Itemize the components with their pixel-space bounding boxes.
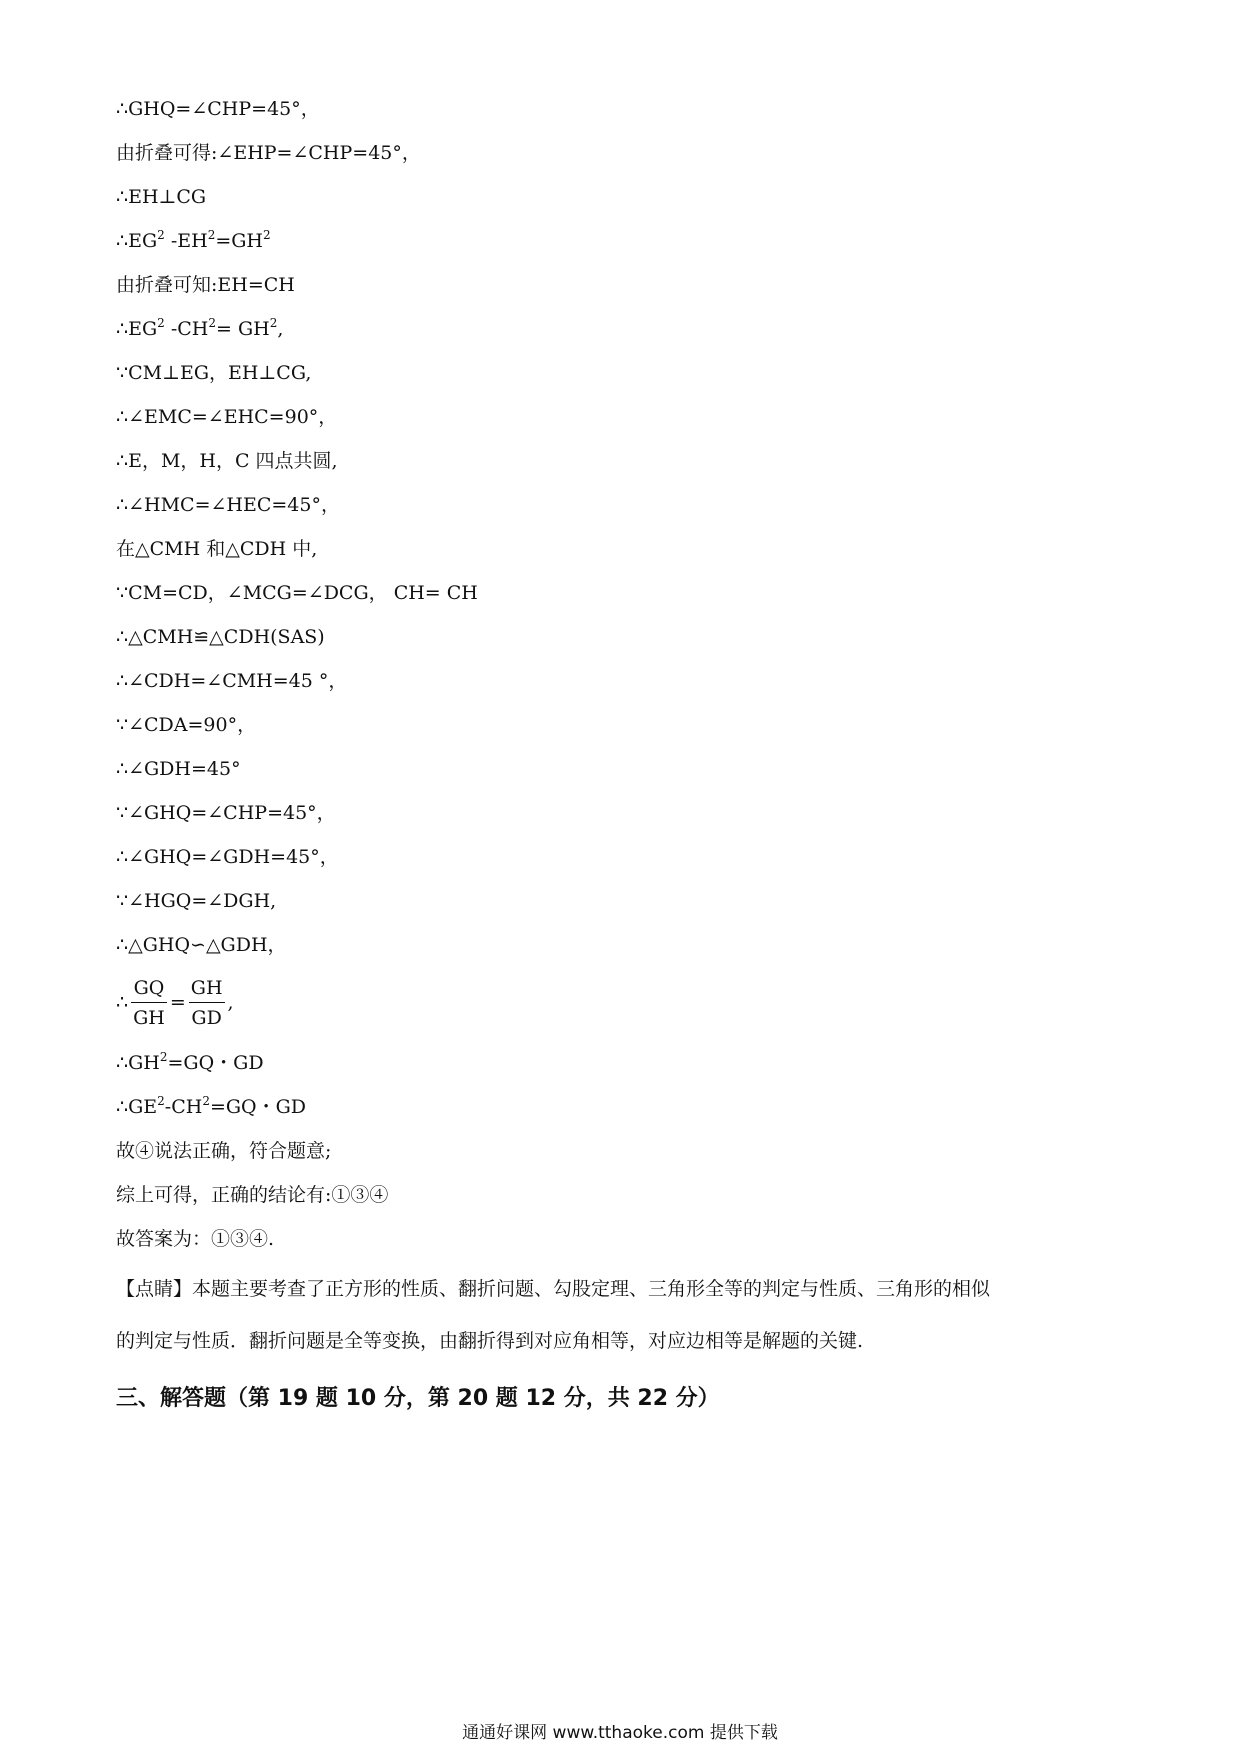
proof-line-23: $\therefore GE^2-CH^2=GQ$・GD <box>116 1094 307 1118</box>
proof-line-3: ∴EH⊥CG <box>116 186 207 208</box>
proof-line-24: 故④说法正确，符合题意; <box>116 1140 332 1162</box>
fraction-gq-gh: $\frac{GQ}{GH}$ <box>131 974 167 1033</box>
footer-watermark[interactable]: 通通好课网 www.tthaoke.com 提供下载 <box>462 1723 778 1743</box>
proof-line-14: ∴∠CDH=∠CMH=45 °， <box>116 670 348 692</box>
proof-line-13: ∴△CMH≌△CDH(SAS) <box>116 626 325 648</box>
fraction-gh-gd: $\frac{GH}{GD}$ <box>189 974 225 1033</box>
proof-line-6: $\therefore EG^2$ $-CH^2= GH^2$, <box>116 316 284 340</box>
comment-line-1: 【点睛】本题主要考查了正方形的性质、翻折问题、勾股定理、三角形全等的判定与性质、三角形的相似 <box>116 1278 991 1300</box>
proof-line-7: ∵CM⊥EG，EH⊥CG, <box>116 362 312 384</box>
comment-line-2: 的判定与性质．翻折问题是全等变换，由翻折得到对应角相等，对应边相等是解题的关键. <box>116 1330 864 1352</box>
proof-line-11: 在△CMH 和△CDH 中, <box>116 538 318 560</box>
proof-line-16: ∴∠GDH=45° <box>116 758 241 780</box>
proof-line-25: 综上可得，正确的结论有:①③④ <box>116 1184 389 1206</box>
proof-line-20: ∴△GHQ∽△GDH， <box>116 934 287 956</box>
proof-line-1: ∴GHQ=∠CHP=45°， <box>116 98 320 120</box>
fraction-line: ∴ $\frac{GQ}{GH}$ = $\frac{GH}{GD}$ , <box>116 974 234 1033</box>
proof-line-4: $\therefore EG^2$ $-EH^2=GH^2$ <box>116 228 271 252</box>
proof-line-10: ∴∠HMC=∠HEC=45°， <box>116 494 340 516</box>
proof-line-2: 由折叠可得:∠EHP=∠CHP=45°， <box>116 142 421 164</box>
answer-line: 故答案为：①③④. <box>116 1228 275 1250</box>
section-heading: 三、解答题（第 19 题 10 分，第 20 题 12 分，共 22 分） <box>116 1386 720 1411</box>
proof-line-22: $\therefore GH^2=GQ$・GD <box>116 1050 264 1074</box>
proof-line-18: ∴∠GHQ=∠GDH=45°， <box>116 846 339 868</box>
proof-line-19: ∵∠HGQ=∠DGH, <box>116 890 277 912</box>
proof-line-12: ∵CM=CD，∠MCG=∠DCG， CH= CH <box>116 582 478 604</box>
proof-line-17: ∵∠GHQ=∠CHP=45°， <box>116 802 336 824</box>
proof-line-9: ∴E，M，H，C 四点共圆, <box>116 450 338 472</box>
proof-line-5: 由折叠可知:EH=CH <box>116 274 295 296</box>
proof-line-15: ∵∠CDA=90°， <box>116 714 257 736</box>
proof-line-8: ∴∠EMC=∠EHC=90°， <box>116 406 338 428</box>
